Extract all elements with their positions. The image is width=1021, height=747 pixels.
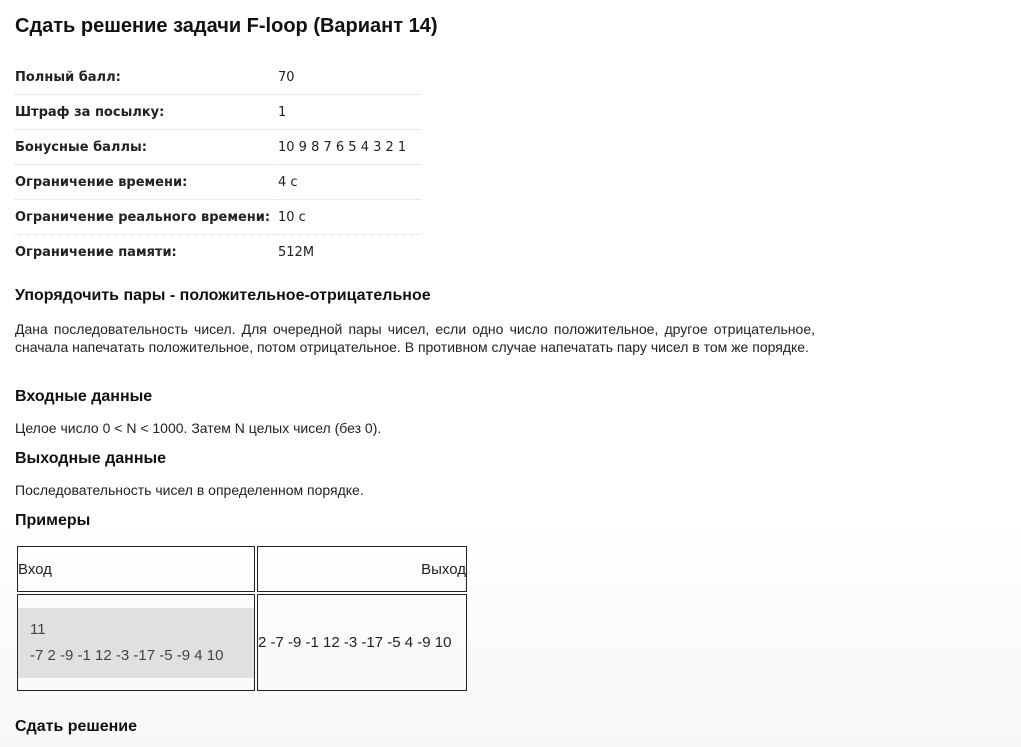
property-label: Ограничение времени: bbox=[15, 165, 278, 200]
property-label: Ограничение реального времени: bbox=[15, 200, 278, 235]
table-row bbox=[15, 95, 421, 130]
problem-title: Упорядочить пары - положительное-отрицательное bbox=[15, 287, 431, 304]
table-row bbox=[15, 130, 421, 165]
property-label: Ограничение памяти: bbox=[15, 244, 177, 260]
example-input-line: 11 bbox=[30, 620, 46, 638]
examples-section-title: Примеры bbox=[15, 512, 91, 529]
table-row bbox=[17, 546, 467, 592]
input-description: Целое число 0 < N < 1000. Затем N целых чисел (без 0). bbox=[15, 420, 382, 436]
example-input-box bbox=[18, 608, 254, 678]
output-section-title: Выходные данные bbox=[15, 450, 167, 467]
property-label: Штраф за посылку: bbox=[15, 95, 278, 130]
problem-legend: Дана последовательность чисел. Для очередной пары чисел, если одно число положительное, другое отрицательное, сначала напечатать положительное, потом отрицательное. В противном случае напечатать пару чисел в том же порядке. bbox=[15, 321, 815, 355]
examples-table bbox=[15, 544, 469, 693]
property-value: 1 bbox=[278, 95, 421, 130]
examples-input-header: Вход bbox=[17, 546, 255, 592]
problem-page bbox=[15, 12, 1015, 735]
table-row bbox=[15, 60, 421, 95]
property-value: 10 с bbox=[278, 200, 421, 235]
table-row bbox=[15, 235, 421, 270]
example-input-cell bbox=[17, 594, 255, 691]
output-description: Последовательность чисел в определенном порядке. bbox=[15, 482, 364, 498]
property-value: 70 bbox=[278, 60, 421, 95]
table-row bbox=[15, 200, 421, 235]
table-row bbox=[17, 594, 467, 691]
property-value: 10 9 8 7 6 5 4 3 2 1 bbox=[278, 130, 421, 165]
property-label: Полный балл: bbox=[15, 60, 278, 95]
example-output-cell: 2 -7 -9 -1 12 -3 -17 -5 4 -9 10 bbox=[257, 594, 467, 691]
table-row bbox=[15, 165, 421, 200]
examples-output-header: Выход bbox=[257, 546, 467, 592]
page-title: Сдать решение задачи F-loop (Вариант 14) bbox=[15, 15, 438, 37]
problem-properties-table bbox=[15, 60, 421, 269]
property-value: 512M bbox=[278, 244, 315, 260]
property-value: 4 с bbox=[278, 165, 421, 200]
input-section-title: Входные данные bbox=[15, 388, 153, 405]
submit-section-title: Сдать решение bbox=[15, 718, 138, 735]
property-label: Бонусные баллы: bbox=[15, 130, 278, 165]
example-input-line: -7 2 -9 -1 12 -3 -17 -5 -9 4 10 bbox=[30, 646, 224, 664]
